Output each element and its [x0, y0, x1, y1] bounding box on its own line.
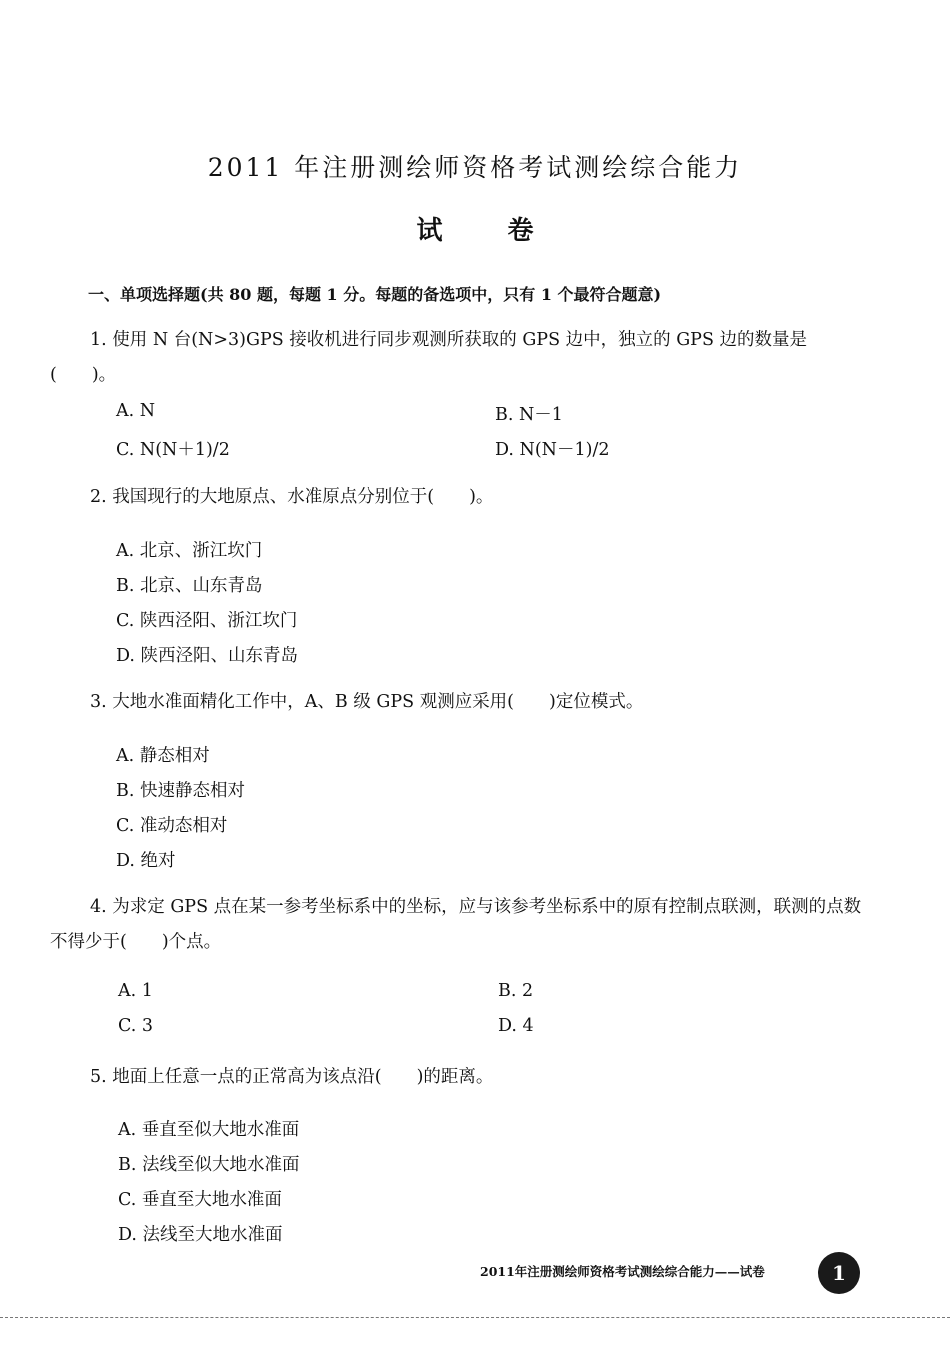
question-1: 1. 使用 N 台(N>3)GPS 接收机进行同步观测所获取的 GPS 边中，独立的 GPS 边的数量是( )。 [50, 330, 808, 385]
question-3: 3. 大地水准面精化工作中，A、B 级 GPS 观测应采用( )定位模式。 [90, 692, 644, 712]
q2-option-d: D. 陕西泾阳、山东青岛 [116, 646, 299, 666]
q4-option-c: C. 3 [118, 1016, 154, 1036]
page-number-badge [818, 1252, 860, 1294]
section-heading: 一、单项选择题(共 80 题，每题 1 分。每题的备选项中，只有 1 个最符合题意) [88, 285, 662, 304]
q3-option-c: C. 准动态相对 [116, 816, 228, 836]
question-4: 4. 为求定 GPS 点在某一参考坐标系中的坐标，应与该参考坐标系中的原有控制点联测，联测的点数不得少于( )个点。 [50, 897, 862, 952]
q1-option-c: C. N(N＋1)/2 [116, 440, 230, 460]
q1-option-b: B. N－1 [495, 405, 563, 425]
q5-option-d: D. 法线至大地水准面 [118, 1225, 283, 1245]
q3-option-d: D. 绝对 [116, 851, 176, 871]
q5-option-b: B. 法线至似大地水准面 [118, 1155, 300, 1175]
q3-option-b: B. 快速静态相对 [116, 781, 245, 801]
q5-option-c: C. 垂直至大地水准面 [118, 1190, 282, 1210]
q3-option-a: A. 静态相对 [116, 746, 210, 766]
q4-option-d: D. 4 [498, 1016, 534, 1036]
q1-option-a: A. N [116, 401, 156, 421]
q2-option-b: B. 北京、山东青岛 [116, 576, 263, 596]
question-5: 5. 地面上任意一点的正常高为该点沿( )的距离。 [90, 1067, 494, 1087]
running-footer: 2011年注册测绘师资格考试测绘综合能力——试卷 [480, 1264, 765, 1279]
q4-option-a: A. 1 [118, 981, 153, 1001]
q5-option-a: A. 垂直至似大地水准面 [118, 1120, 300, 1140]
page-number: 1 [832, 1261, 846, 1285]
page-subtitle: 试 卷 [416, 216, 534, 246]
question-2: 2. 我国现行的大地原点、水准原点分别位于( )。 [90, 487, 494, 507]
q2-option-a: A. 北京、浙江坎门 [116, 541, 263, 561]
bottom-divider [0, 1317, 950, 1318]
page-title: 2011 年注册测绘师资格考试测绘综合能力 [207, 153, 743, 182]
q2-option-c: C. 陕西泾阳、浙江坎门 [116, 611, 298, 631]
q4-option-b: B. 2 [498, 981, 534, 1001]
q1-option-d: D. N(N－1)/2 [495, 440, 610, 460]
